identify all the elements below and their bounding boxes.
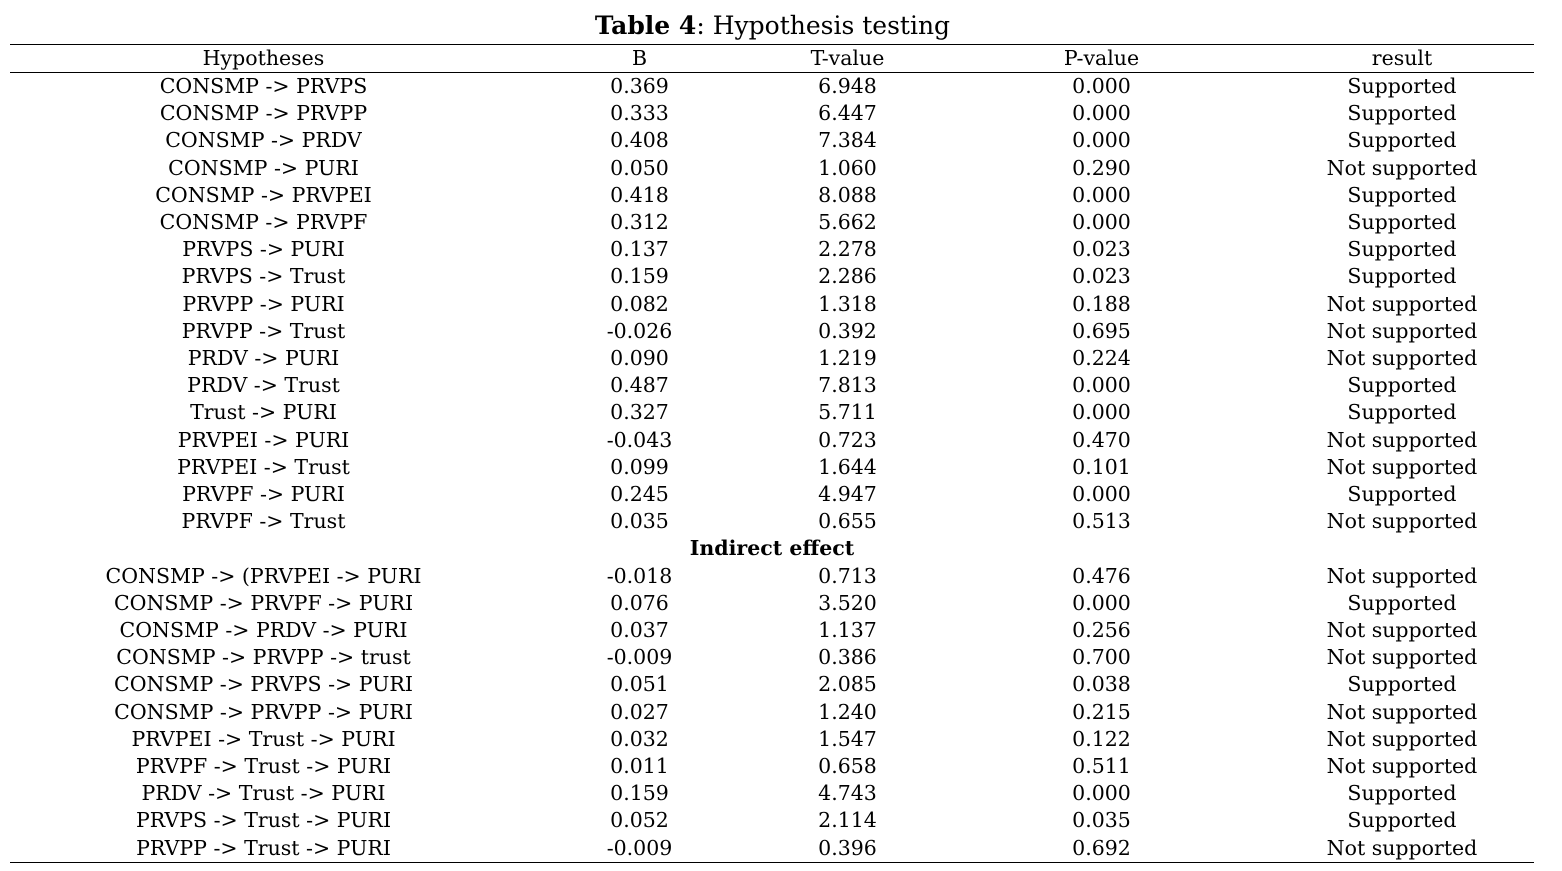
t-value-cell: 0.655 bbox=[818, 509, 877, 534]
t-value-cell: 1.219 bbox=[818, 346, 877, 371]
table-row bbox=[10, 263, 1534, 290]
t-value-cell: 2.278 bbox=[818, 237, 877, 262]
result-cell: Supported bbox=[1347, 128, 1457, 153]
section-header-body bbox=[10, 535, 1534, 562]
p-value-cell: 0.000 bbox=[1072, 182, 1131, 207]
hypothesis-cell: PRVPP -> PURI bbox=[182, 291, 345, 316]
result-cell: Not supported bbox=[1326, 618, 1478, 643]
table-row bbox=[10, 780, 1534, 807]
hypothesis-cell: CONSMP -> (PRVPEI -> PURI bbox=[105, 563, 422, 588]
p-value-cell: 0.290 bbox=[1072, 155, 1131, 180]
b-cell: 0.245 bbox=[610, 482, 669, 507]
result-cell: Not supported bbox=[1326, 346, 1478, 371]
b-cell: 0.035 bbox=[610, 509, 669, 534]
section-row bbox=[10, 535, 1534, 562]
hypothesis-cell: PRDV -> Trust bbox=[187, 373, 340, 398]
table-row bbox=[10, 617, 1534, 644]
p-value-cell: 0.695 bbox=[1072, 318, 1131, 343]
table-number: Table 4 bbox=[594, 11, 697, 40]
table-row bbox=[10, 155, 1534, 182]
b-cell: 0.408 bbox=[610, 128, 669, 153]
table-row bbox=[10, 753, 1534, 780]
t-value-cell: 8.088 bbox=[818, 182, 877, 207]
table-row bbox=[10, 563, 1534, 590]
result-cell: Supported bbox=[1347, 182, 1457, 207]
column-header-hypotheses: Hypotheses bbox=[202, 46, 325, 70]
table-header bbox=[10, 45, 1534, 73]
column-header-t-value: T-value bbox=[810, 46, 885, 70]
p-value-cell: 0.000 bbox=[1072, 781, 1131, 806]
p-value-cell: 0.000 bbox=[1072, 101, 1131, 126]
p-value-cell: 0.224 bbox=[1072, 346, 1131, 371]
table-row bbox=[10, 345, 1534, 372]
result-cell: Supported bbox=[1347, 672, 1457, 697]
p-value-cell: 0.692 bbox=[1072, 835, 1131, 860]
t-value-cell: 7.384 bbox=[818, 128, 877, 153]
b-cell: 0.051 bbox=[610, 672, 669, 697]
p-value-cell: 0.122 bbox=[1072, 726, 1131, 751]
table-row bbox=[10, 590, 1534, 617]
header-row bbox=[10, 45, 1534, 73]
hypothesis-cell: CONSMP -> PRVPF -> PURI bbox=[113, 590, 414, 615]
p-value-cell: 0.000 bbox=[1072, 128, 1131, 153]
b-cell: -0.009 bbox=[606, 645, 673, 670]
result-cell: Supported bbox=[1347, 237, 1457, 262]
b-cell: -0.043 bbox=[606, 427, 673, 452]
p-value-cell: 0.700 bbox=[1072, 645, 1131, 670]
hypothesis-cell: CONSMP -> PRVPS bbox=[159, 74, 368, 98]
b-cell: 0.027 bbox=[610, 699, 669, 724]
t-value-cell: 2.286 bbox=[818, 264, 877, 289]
p-value-cell: 0.188 bbox=[1072, 291, 1131, 316]
b-cell: 0.312 bbox=[610, 210, 669, 235]
hypothesis-cell: CONSMP -> PURI bbox=[168, 155, 359, 180]
p-value-cell: 0.256 bbox=[1072, 618, 1131, 643]
column-header-b: B bbox=[631, 46, 648, 70]
table-caption bbox=[0, 10, 1545, 42]
hypothesis-cell: PRVPEI -> Trust bbox=[177, 454, 350, 479]
result-cell: Supported bbox=[1347, 400, 1457, 425]
table-row bbox=[10, 481, 1534, 508]
t-value-cell: 4.947 bbox=[818, 482, 877, 507]
section-label-indirect-effect: Indirect effect bbox=[689, 536, 855, 561]
b-cell: 0.076 bbox=[610, 590, 669, 615]
b-cell: 0.418 bbox=[610, 182, 669, 207]
p-value-cell: 0.513 bbox=[1072, 509, 1131, 534]
result-cell: Not supported bbox=[1326, 454, 1478, 479]
b-cell: 0.052 bbox=[610, 808, 669, 833]
result-cell: Not supported bbox=[1326, 645, 1478, 670]
column-header-p-value: P-value bbox=[1063, 46, 1140, 70]
table-row bbox=[10, 73, 1534, 101]
table-row bbox=[10, 427, 1534, 454]
result-cell: Supported bbox=[1347, 808, 1457, 833]
b-cell: 0.011 bbox=[610, 754, 669, 779]
result-cell: Not supported bbox=[1326, 699, 1478, 724]
b-cell: 0.090 bbox=[610, 346, 669, 371]
table-row bbox=[10, 454, 1534, 481]
result-cell: Not supported bbox=[1326, 318, 1478, 343]
table-row bbox=[10, 209, 1534, 236]
t-value-cell: 7.813 bbox=[818, 373, 877, 398]
table-row bbox=[10, 372, 1534, 399]
t-value-cell: 0.723 bbox=[818, 427, 877, 452]
table-row bbox=[10, 835, 1534, 863]
p-value-cell: 0.035 bbox=[1072, 808, 1131, 833]
table-row bbox=[10, 807, 1534, 834]
result-cell: Not supported bbox=[1326, 509, 1478, 534]
table-row bbox=[10, 182, 1534, 209]
t-value-cell: 6.948 bbox=[818, 74, 877, 98]
column-header-result: result bbox=[1371, 46, 1433, 70]
hypothesis-cell: CONSMP -> PRVPS -> PURI bbox=[114, 672, 413, 697]
result-cell: Supported bbox=[1347, 210, 1457, 235]
table-row bbox=[10, 318, 1534, 345]
b-cell: 0.487 bbox=[610, 373, 669, 398]
result-cell: Supported bbox=[1347, 590, 1457, 615]
hypothesis-cell: CONSMP -> PRVPP -> PURI bbox=[114, 699, 413, 724]
table-row bbox=[10, 508, 1534, 535]
hypothesis-cell: PRVPF -> Trust -> PURI bbox=[135, 754, 392, 779]
hypothesis-cell: PRVPF -> Trust bbox=[181, 509, 346, 534]
b-cell: 0.137 bbox=[610, 237, 669, 262]
b-cell: -0.018 bbox=[606, 563, 673, 588]
t-value-cell: 1.318 bbox=[818, 291, 877, 316]
hypothesis-cell: Trust -> PURI bbox=[190, 400, 337, 425]
table-title: Hypothesis testing bbox=[712, 11, 951, 40]
p-value-cell: 0.038 bbox=[1072, 672, 1131, 697]
b-cell: 0.037 bbox=[610, 618, 669, 643]
hypothesis-cell: PRDV -> PURI bbox=[187, 346, 340, 371]
hypothesis-cell: PRVPEI -> PURI bbox=[177, 427, 350, 452]
table-row bbox=[10, 399, 1534, 426]
hypothesis-cell: CONSMP -> PRDV bbox=[165, 128, 362, 153]
result-cell: Supported bbox=[1347, 101, 1457, 126]
table-row bbox=[10, 726, 1534, 753]
t-value-cell: 0.658 bbox=[818, 754, 877, 779]
b-cell: 0.159 bbox=[610, 781, 669, 806]
result-cell: Not supported bbox=[1326, 155, 1478, 180]
t-value-cell: 0.392 bbox=[818, 318, 877, 343]
t-value-cell: 1.060 bbox=[818, 155, 877, 180]
p-value-cell: 0.000 bbox=[1072, 482, 1131, 507]
table-row bbox=[10, 100, 1534, 127]
result-cell: Supported bbox=[1347, 781, 1457, 806]
hypothesis-cell: PRVPP -> Trust bbox=[181, 318, 346, 343]
b-cell: 0.099 bbox=[610, 454, 669, 479]
table-row bbox=[10, 127, 1534, 154]
table-row bbox=[10, 671, 1534, 698]
p-value-cell: 0.101 bbox=[1072, 454, 1131, 479]
hypothesis-cell: CONSMP -> PRVPP bbox=[159, 101, 368, 126]
t-value-cell: 1.240 bbox=[818, 699, 877, 724]
b-cell: 0.082 bbox=[610, 291, 669, 316]
t-value-cell: 4.743 bbox=[818, 781, 877, 806]
result-cell: Not supported bbox=[1326, 563, 1478, 588]
p-value-cell: 0.470 bbox=[1072, 427, 1131, 452]
b-cell: -0.009 bbox=[606, 835, 673, 860]
t-value-cell: 2.114 bbox=[818, 808, 877, 833]
hypothesis-cell: CONSMP -> PRVPEI bbox=[155, 182, 372, 207]
t-value-cell: 1.644 bbox=[818, 454, 877, 479]
t-value-cell: 2.085 bbox=[818, 672, 877, 697]
hypothesis-cell: PRDV -> Trust -> PURI bbox=[141, 781, 386, 806]
result-cell: Not supported bbox=[1326, 754, 1478, 779]
result-cell: Supported bbox=[1347, 264, 1457, 289]
result-cell: Not supported bbox=[1326, 291, 1478, 316]
t-value-cell: 6.447 bbox=[818, 101, 877, 126]
hypothesis-cell: PRVPEI -> Trust -> PURI bbox=[131, 726, 396, 751]
b-cell: 0.050 bbox=[610, 155, 669, 180]
hypothesis-cell: PRVPF -> PURI bbox=[182, 482, 345, 507]
hypothesis-cell: PRVPS -> PURI bbox=[182, 237, 345, 262]
table-row bbox=[10, 236, 1534, 263]
result-cell: Not supported bbox=[1326, 726, 1478, 751]
hypothesis-cell: PRVPS -> Trust bbox=[181, 264, 346, 289]
p-value-cell: 0.000 bbox=[1072, 400, 1131, 425]
p-value-cell: 0.000 bbox=[1072, 590, 1131, 615]
t-value-cell: 0.396 bbox=[818, 835, 877, 860]
hypothesis-cell: PRVPP -> Trust -> PURI bbox=[136, 835, 391, 860]
t-value-cell: 3.520 bbox=[818, 590, 877, 615]
p-value-cell: 0.476 bbox=[1072, 563, 1131, 588]
hypothesis-cell: CONSMP -> PRDV -> PURI bbox=[119, 618, 408, 643]
t-value-cell: 0.386 bbox=[818, 645, 877, 670]
t-value-cell: 0.713 bbox=[818, 563, 877, 588]
table-row bbox=[10, 291, 1534, 318]
result-cell: Not supported bbox=[1326, 835, 1478, 860]
hypothesis-cell: PRVPS -> Trust -> PURI bbox=[135, 808, 392, 833]
caption-separator: : bbox=[696, 11, 705, 40]
t-value-cell: 5.662 bbox=[818, 210, 877, 235]
indirect-effects-body bbox=[10, 563, 1534, 863]
hypothesis-table bbox=[10, 44, 1534, 863]
b-cell: 0.032 bbox=[610, 726, 669, 751]
table-row bbox=[10, 699, 1534, 726]
b-cell: 0.327 bbox=[610, 400, 669, 425]
b-cell: 0.333 bbox=[610, 101, 669, 126]
b-cell: -0.026 bbox=[606, 318, 673, 343]
direct-effects-body bbox=[10, 73, 1534, 536]
p-value-cell: 0.023 bbox=[1072, 264, 1131, 289]
result-cell: Supported bbox=[1347, 373, 1457, 398]
p-value-cell: 0.000 bbox=[1072, 373, 1131, 398]
p-value-cell: 0.215 bbox=[1072, 699, 1131, 724]
b-cell: 0.369 bbox=[610, 74, 669, 98]
result-cell: Supported bbox=[1347, 74, 1457, 98]
t-value-cell: 1.547 bbox=[818, 726, 877, 751]
b-cell: 0.159 bbox=[610, 264, 669, 289]
p-value-cell: 0.000 bbox=[1072, 210, 1131, 235]
result-cell: Supported bbox=[1347, 482, 1457, 507]
p-value-cell: 0.511 bbox=[1072, 754, 1131, 779]
t-value-cell: 1.137 bbox=[818, 618, 877, 643]
p-value-cell: 0.000 bbox=[1072, 74, 1131, 98]
hypothesis-cell: CONSMP -> PRVPF bbox=[159, 210, 368, 235]
table-row bbox=[10, 644, 1534, 671]
p-value-cell: 0.023 bbox=[1072, 237, 1131, 262]
t-value-cell: 5.711 bbox=[818, 400, 877, 425]
hypothesis-cell: CONSMP -> PRVPP -> trust bbox=[116, 645, 411, 670]
result-cell: Not supported bbox=[1326, 427, 1478, 452]
